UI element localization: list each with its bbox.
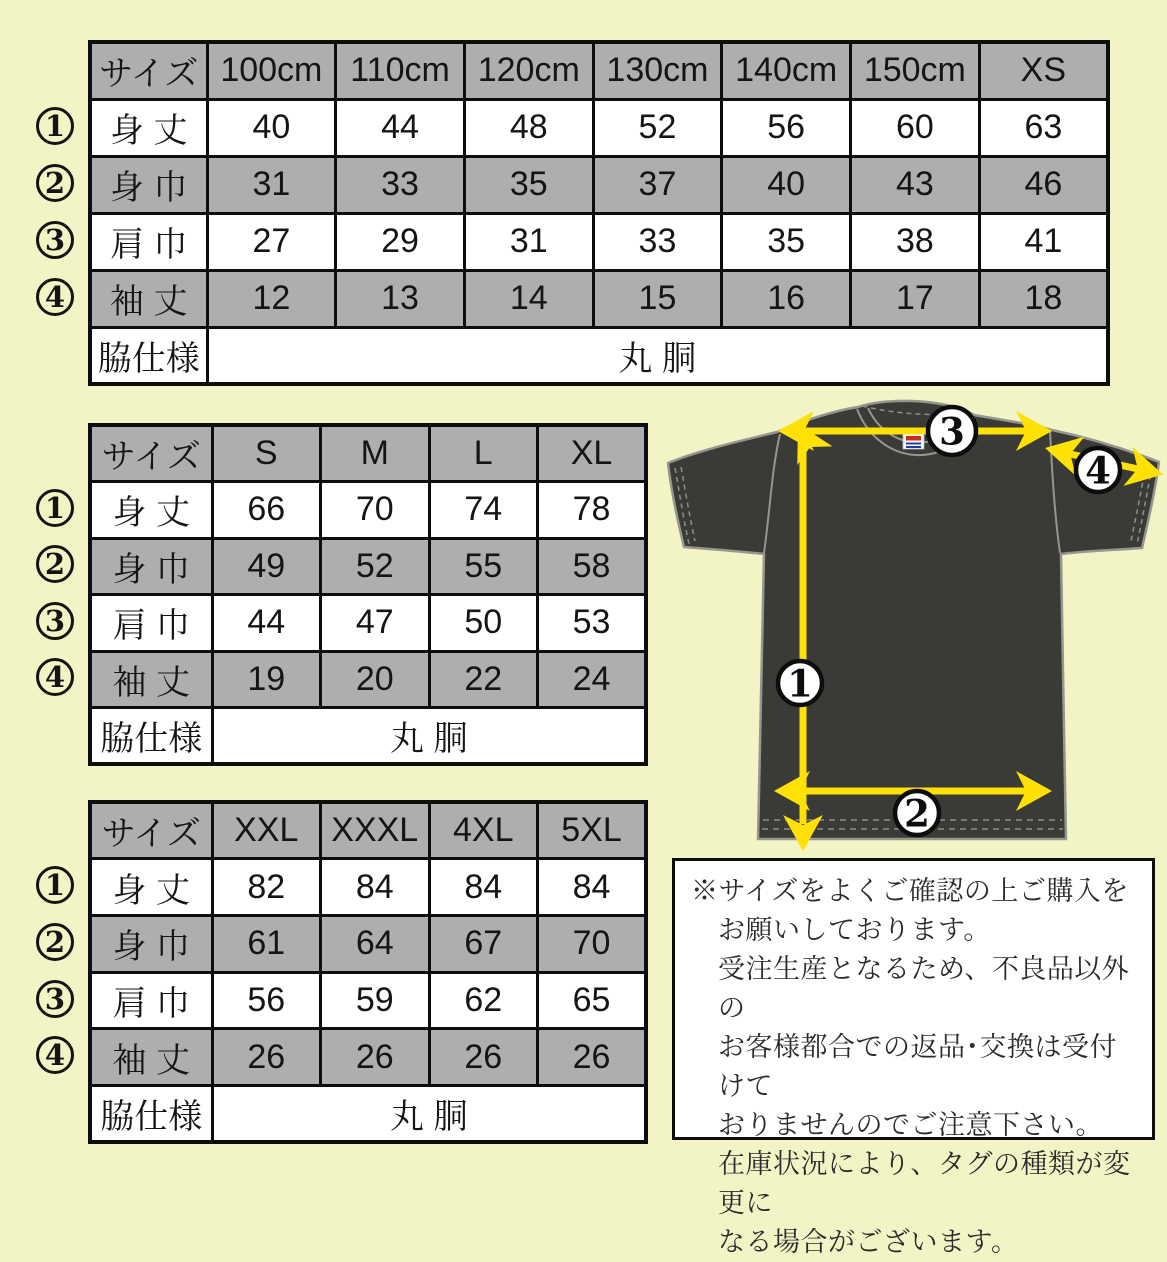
- measure-value-cell: 26: [321, 1029, 430, 1086]
- side-spec-label: 脇仕様: [90, 1085, 212, 1142]
- size-column-header: S: [212, 425, 321, 482]
- size-header-label: サイズ: [90, 425, 212, 482]
- measure-marker-circle-1: [778, 661, 822, 705]
- measure-row-label: 身 丈: [90, 482, 212, 539]
- row-number-circle-2: 2: [36, 164, 74, 202]
- table-row: [90, 425, 646, 482]
- measure-value-cell: 58: [538, 538, 647, 595]
- row-number-circle-1: 1: [36, 866, 74, 904]
- measure-value-cell: 84: [429, 859, 538, 916]
- side-spec-label: 脇仕様: [90, 708, 212, 765]
- size-table-adult-sizes: [88, 423, 648, 766]
- side-spec-value: 丸 胴: [207, 327, 1108, 384]
- measure-value-cell: 64: [321, 915, 430, 972]
- row-number-circle-4: 4: [36, 278, 74, 316]
- notice-line: 受注生産となるため、不良品以外の: [718, 954, 1130, 1023]
- row-number-circle-4: 4: [36, 1036, 74, 1074]
- measure-value-cell: 31: [207, 156, 336, 213]
- measure-value-cell: 13: [336, 270, 465, 327]
- measure-row-label: 身 丈: [90, 99, 207, 156]
- svg-text:3: 3: [939, 409, 965, 454]
- measure-value-cell: 15: [593, 270, 722, 327]
- measure-value-cell: 41: [979, 213, 1108, 270]
- notice-line: 在庫状況により、タグの種類が変更に: [718, 1149, 1131, 1218]
- measure-value-cell: 82: [212, 859, 321, 916]
- measure-marker-circle-4: [1076, 448, 1120, 492]
- table-row: [90, 1085, 646, 1142]
- table-row: [90, 213, 1108, 270]
- measure-value-cell: 19: [212, 651, 321, 708]
- size-column-header: 140cm: [722, 42, 851, 99]
- measure-value-cell: 26: [538, 1029, 647, 1086]
- measure-value-cell: 50: [429, 595, 538, 652]
- size-column-header: 5XL: [538, 802, 647, 859]
- size-column-header: 130cm: [593, 42, 722, 99]
- measure-row-label: 袖 丈: [90, 270, 207, 327]
- measure-value-cell: 43: [851, 156, 980, 213]
- row-number-circle-1: 1: [36, 107, 74, 145]
- row-number-circle-3: 3: [36, 980, 74, 1018]
- measure-row-label: 肩 巾: [90, 213, 207, 270]
- row-number-circle-2: 2: [36, 923, 74, 961]
- measure-row-label: 袖 丈: [90, 1029, 212, 1086]
- measure-value-cell: 61: [212, 915, 321, 972]
- table-row: [90, 1029, 646, 1086]
- row-number-circle-4: 4: [36, 658, 74, 696]
- row-number-circle-3: 3: [36, 221, 74, 259]
- measure-value-cell: 78: [538, 482, 647, 539]
- measure-value-cell: 53: [538, 595, 647, 652]
- notice-line: お客様都合での返品･交換は受付けて: [718, 1032, 1117, 1101]
- measure-marker-circle-3: [928, 407, 976, 455]
- row-number-circle-3: 3: [36, 602, 74, 640]
- measure-value-cell: 49: [212, 538, 321, 595]
- measure-value-cell: 52: [593, 99, 722, 156]
- size-column-header: M: [321, 425, 430, 482]
- measure-value-cell: 33: [336, 156, 465, 213]
- table-row: [90, 972, 646, 1029]
- size-column-header: 100cm: [207, 42, 336, 99]
- measure-row-label: 肩 巾: [90, 972, 212, 1029]
- size-column-header: 150cm: [851, 42, 980, 99]
- measure-value-cell: 22: [429, 651, 538, 708]
- measure-value-cell: 62: [429, 972, 538, 1029]
- measure-value-cell: 29: [336, 213, 465, 270]
- measure-value-cell: 47: [321, 595, 430, 652]
- measure-value-cell: 20: [321, 651, 430, 708]
- size-table-plus-sizes: [88, 800, 648, 1144]
- measure-value-cell: 38: [851, 213, 980, 270]
- notice-line: お願いしております。: [718, 915, 991, 945]
- size-header-label: サイズ: [90, 802, 212, 859]
- measure-row-label: 袖 丈: [90, 651, 212, 708]
- measure-value-cell: 56: [212, 972, 321, 1029]
- notice-line: なる場合がございます。: [718, 1227, 1019, 1257]
- size-column-header: XS: [979, 42, 1108, 99]
- measure-value-cell: 24: [538, 651, 647, 708]
- notice-line: おりませんのでご注意下さい。: [718, 1110, 1103, 1140]
- measure-value-cell: 46: [979, 156, 1108, 213]
- measure-value-cell: 59: [321, 972, 430, 1029]
- size-column-header: XXXL: [321, 802, 430, 859]
- notice-line: ※サイズをよくご確認の上ご購入を: [691, 876, 1129, 906]
- size-column-header: 110cm: [336, 42, 465, 99]
- tshirt-diagram: [655, 395, 1167, 860]
- svg-text:2: 2: [904, 791, 930, 836]
- table-row: [90, 708, 646, 765]
- measure-value-cell: 16: [722, 270, 851, 327]
- measure-value-cell: 56: [722, 99, 851, 156]
- measure-value-cell: 65: [538, 972, 647, 1029]
- measure-row-label: 身 巾: [90, 915, 212, 972]
- size-column-header: XL: [538, 425, 647, 482]
- size-column-header: L: [429, 425, 538, 482]
- svg-text:1: 1: [787, 661, 813, 706]
- row-number-circle-2: 2: [36, 545, 74, 583]
- size-column-header: 120cm: [464, 42, 593, 99]
- table-row: [90, 651, 646, 708]
- measure-value-cell: 74: [429, 482, 538, 539]
- measure-value-cell: 18: [979, 270, 1108, 327]
- notice-box: [672, 858, 1155, 1257]
- measure-value-cell: 70: [321, 482, 430, 539]
- svg-text:4: 4: [1085, 448, 1111, 493]
- measure-value-cell: 44: [212, 595, 321, 652]
- side-spec-label: 脇仕様: [90, 327, 207, 384]
- size-header-label: サイズ: [90, 42, 207, 99]
- neck-tag: [903, 433, 924, 449]
- side-spec-value: 丸 胴: [212, 1085, 646, 1142]
- measure-value-cell: 70: [538, 915, 647, 972]
- measure-value-cell: 27: [207, 213, 336, 270]
- size-column-header: XXL: [212, 802, 321, 859]
- measure-value-cell: 12: [207, 270, 336, 327]
- measure-value-cell: 52: [321, 538, 430, 595]
- side-spec-value: 丸 胴: [212, 708, 646, 765]
- table-row: [90, 327, 1108, 384]
- size-table-kids-sizes: [88, 40, 1110, 386]
- measure-row-label: 身 丈: [90, 859, 212, 916]
- measure-row-label: 身 巾: [90, 156, 207, 213]
- measure-row-label: 身 巾: [90, 538, 212, 595]
- measure-value-cell: 17: [851, 270, 980, 327]
- table-row: [90, 915, 646, 972]
- measure-value-cell: 55: [429, 538, 538, 595]
- table-row: [90, 802, 646, 859]
- measure-value-cell: 84: [538, 859, 647, 916]
- table-row: [90, 538, 646, 595]
- measure-marker-circle-2: [895, 791, 939, 835]
- table-row: [90, 595, 646, 652]
- measure-row-label: 肩 巾: [90, 595, 212, 652]
- table-row: [90, 270, 1108, 327]
- measure-value-cell: 33: [593, 213, 722, 270]
- measure-value-cell: 66: [212, 482, 321, 539]
- table-row: [90, 156, 1108, 213]
- size-table: [88, 800, 648, 1144]
- measure-value-cell: 14: [464, 270, 593, 327]
- table-row: [90, 42, 1108, 99]
- table-row: [90, 859, 646, 916]
- measure-value-cell: 48: [464, 99, 593, 156]
- measure-value-cell: 63: [979, 99, 1108, 156]
- measure-value-cell: 35: [722, 213, 851, 270]
- measure-value-cell: 37: [593, 156, 722, 213]
- measure-value-cell: 67: [429, 915, 538, 972]
- measure-value-cell: 26: [429, 1029, 538, 1086]
- measure-value-cell: 60: [851, 99, 980, 156]
- size-table: [88, 423, 648, 766]
- size-column-header: 4XL: [429, 802, 538, 859]
- measure-value-cell: 44: [336, 99, 465, 156]
- row-number-circle-1: 1: [36, 489, 74, 527]
- measure-value-cell: 40: [207, 99, 336, 156]
- measure-value-cell: 40: [722, 156, 851, 213]
- measure-value-cell: 31: [464, 213, 593, 270]
- table-row: [90, 99, 1108, 156]
- measure-value-cell: 84: [321, 859, 430, 916]
- measure-value-cell: 26: [212, 1029, 321, 1086]
- measure-value-cell: 35: [464, 156, 593, 213]
- size-table: [88, 40, 1110, 386]
- table-row: [90, 482, 646, 539]
